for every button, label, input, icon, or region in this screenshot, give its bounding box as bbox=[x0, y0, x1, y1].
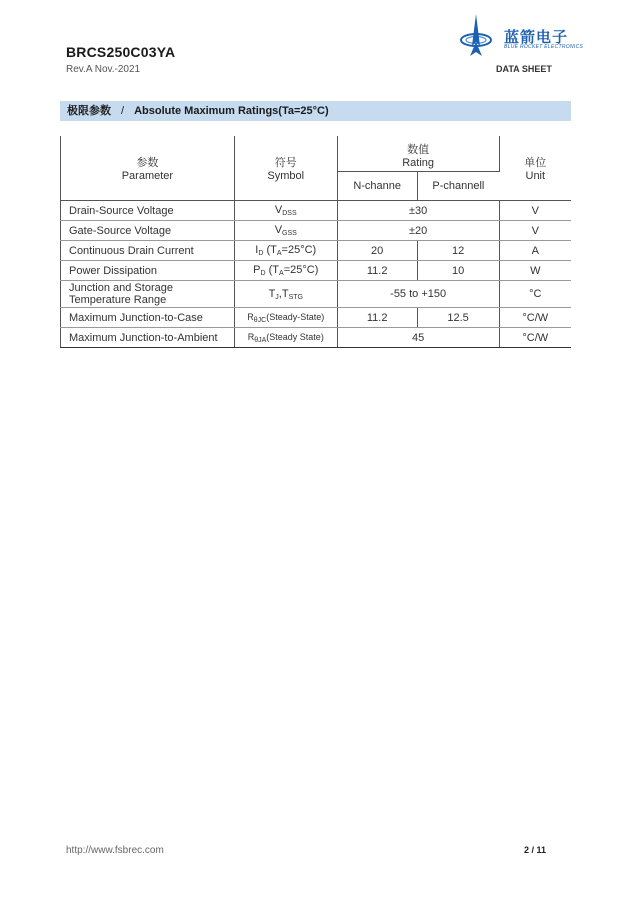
doc-type-label: DATA SHEET bbox=[496, 64, 552, 74]
table-row: Drain-Source Voltage $V_{DSS}$ ±30 V bbox=[61, 201, 572, 221]
table-row: Junction and Storage Temperature Range $T_J,T_{STG}$ -55 to +150 °C bbox=[61, 281, 572, 308]
section-title-separator: / bbox=[121, 105, 125, 117]
table-row: Continuous Drain Current $I_D$ $(T_A=25^\circ C)$ 20 12 A bbox=[61, 241, 572, 261]
brand-name-cn: 蓝箭电子 bbox=[504, 28, 569, 46]
header-unit: 单位 Unit bbox=[499, 136, 571, 201]
section-title-bar bbox=[60, 101, 571, 121]
table-row: Maximum Junction-to-Case $R_{\theta JC}(Steady-State)$ 11.2 12.5 °C/W bbox=[61, 308, 572, 328]
section-title-en: Absolute Maximum Ratings(Ta=25°C) bbox=[134, 105, 329, 117]
footer-url-link[interactable]: http://www.fsbrec.com bbox=[66, 845, 164, 856]
header-p-channel: P-channell bbox=[417, 172, 499, 201]
header-n-channel: N-channe bbox=[337, 172, 417, 201]
section-title-cn: 极限参数 bbox=[67, 105, 111, 117]
brand-name-en: BLUE ROCKET ELECTRONICS bbox=[504, 44, 584, 50]
header-parameter: 参数 Parameter bbox=[61, 136, 235, 201]
page-number: 2 / 11 bbox=[524, 845, 547, 855]
revision-label: Rev.A Nov.-2021 bbox=[66, 64, 141, 75]
part-number-title: BRCS250C03YA bbox=[66, 44, 176, 60]
absolute-max-ratings-table bbox=[60, 136, 571, 348]
table-row: Gate-Source Voltage $V_{GSS}$ ±20 V bbox=[61, 221, 572, 241]
header-rating: 数值 Rating bbox=[337, 136, 499, 172]
header-symbol: 符号 Symbol bbox=[234, 136, 337, 201]
table-row: Power Dissipation $P_D$ $(T_A=25^\circ C)$ 11.2 10 W bbox=[61, 261, 572, 281]
table-row: Maximum Junction-to-Ambient $R_{\theta JA}(Steady$ State) 45 °C/W bbox=[61, 328, 572, 348]
